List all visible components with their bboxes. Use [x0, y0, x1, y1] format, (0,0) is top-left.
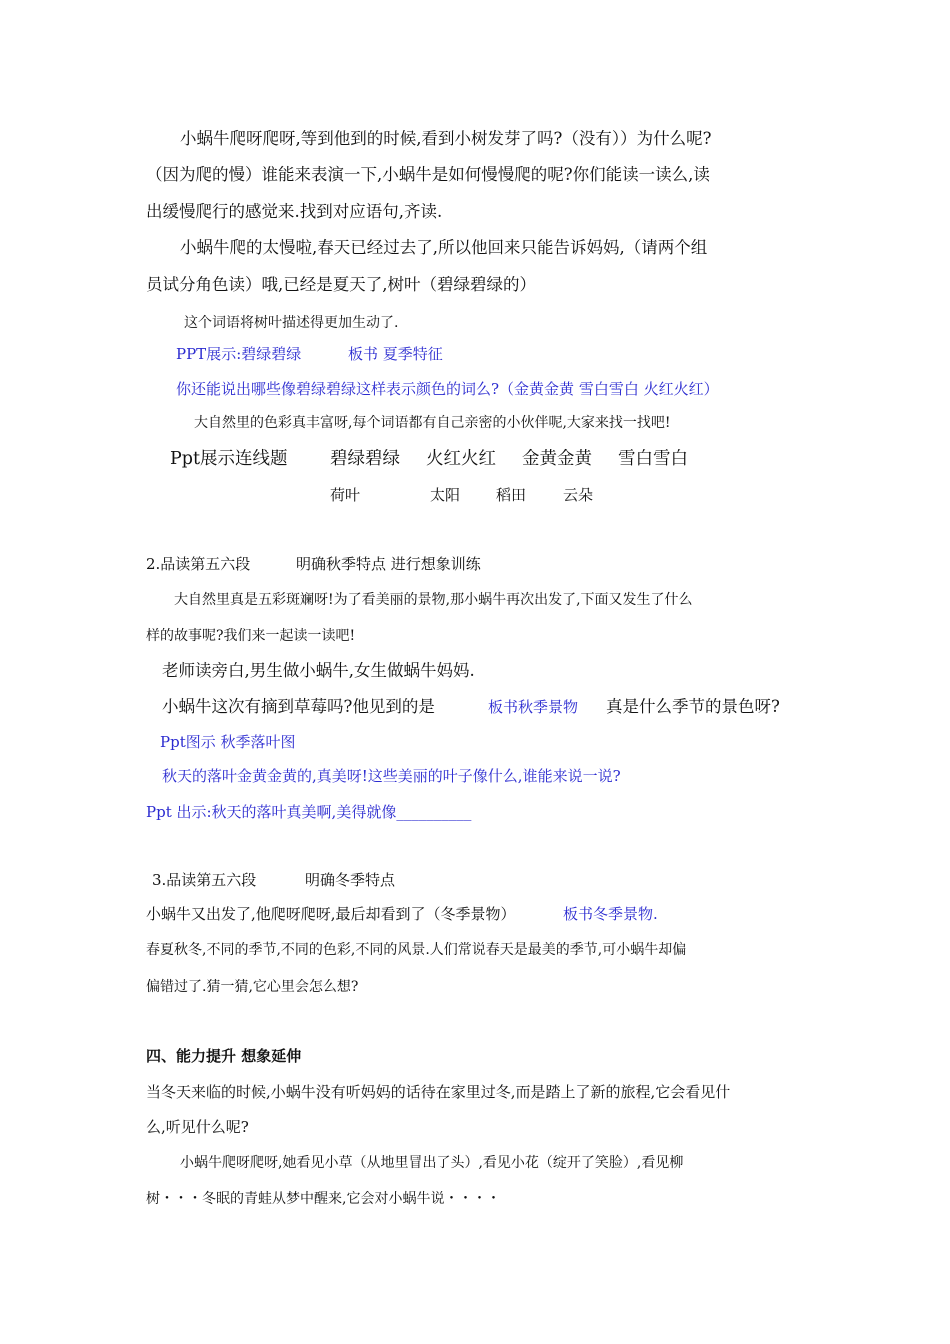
board-note: 板书秋季景物 — [488, 698, 579, 716]
color-words-question: 你还能说出哪些像碧绿碧绿这样表示颜色的词么?（金黄金黄 雪白雪白 火红火红） — [176, 380, 719, 398]
noun-word: 太阳 — [430, 486, 461, 504]
noun-word: 荷叶 — [330, 486, 361, 504]
paragraph-line: 员试分角色读）哦,已经是夏天了,树叶（碧绿碧绿的） — [146, 275, 536, 294]
question-part: 真是什么季节的景色呀? — [606, 697, 780, 716]
paragraph-line: 出缓慢爬行的感觉来.找到对应语句,齐读. — [146, 202, 443, 221]
ppt-picture-label: Ppt图示 秋季落叶图 — [160, 733, 296, 751]
question-part: 小蜗牛这次有摘到草莓吗?他见到的是 — [162, 697, 435, 716]
roles-line: 老师读旁白,男生做小蜗牛,女生做蜗牛妈妈. — [162, 661, 475, 680]
noun-word: 云朵 — [563, 486, 594, 504]
paragraph-line: 小蜗牛爬呀爬呀,她看见小草（从地里冒出了头）,看见小花（绽开了笑脸）,看见柳 — [180, 1155, 684, 1171]
nature-line: 大自然里的色彩真丰富呀,每个词语都有自己亲密的小伙伴呢,大家来找一找吧! — [194, 415, 671, 431]
paragraph-line: 大自然里真是五彩斑斓呀!为了看美丽的景物,那小蜗牛再次出发了,下面又发生了什么 — [174, 592, 693, 608]
note-line: 这个词语将树叶描述得更加生动了. — [184, 315, 399, 331]
paragraph-line: （因为爬的慢）谁能来表演一下,小蜗牛是如何慢慢爬的呢?你们能读一读么,读 — [146, 165, 710, 184]
board-note: 板书 夏季特征 — [348, 345, 443, 363]
color-word: 火红火红 — [426, 449, 496, 469]
board-note: 板书冬季景物. — [563, 905, 658, 923]
section-heading-number: 3.品读第五六段 — [152, 871, 257, 889]
section-heading-topic: 明确冬季特点 — [305, 871, 396, 889]
section-heading-number: 2.品读第五六段 — [146, 555, 251, 573]
paragraph-line: 树・・・冬眠的青蛙从梦中醒来,它会对小蜗牛说・・・・ — [146, 1191, 501, 1207]
paragraph-line: 当冬天来临的时候,小蜗牛没有听妈妈的话待在家里过冬,而是踏上了新的旅程,它会看见什 — [146, 1083, 731, 1101]
paragraph-line: 样的故事呢?我们来一起读一读吧! — [146, 628, 356, 644]
section-heading-topic: 明确秋季特点 进行想象训练 — [296, 555, 481, 573]
paragraph-line: 小蜗牛爬的太慢啦,春天已经过去了,所以他回来只能告诉妈妈,（请两个组 — [180, 238, 708, 257]
section-heading: 四、能力提升 想象延伸 — [146, 1047, 302, 1065]
color-word: 雪白雪白 — [618, 449, 688, 469]
match-label: Ppt展示连线题 — [170, 449, 288, 469]
noun-word: 稻田 — [496, 486, 527, 504]
paragraph-line: 么,听见什么呢? — [146, 1118, 249, 1136]
paragraph-line: 小蜗牛又出发了,他爬呀爬呀,最后却看到了（冬季景物） — [146, 905, 516, 923]
ppt-output-line: Ppt 出示:秋天的落叶真美啊,美得就像__________ — [146, 803, 472, 821]
color-word: 金黄金黄 — [522, 449, 592, 469]
color-word: 碧绿碧绿 — [330, 449, 400, 469]
paragraph-line: 小蜗牛爬呀爬呀,等到他到的时候,看到小树发芽了吗?（没有））为什么呢? — [180, 129, 712, 148]
paragraph-line: 春夏秋冬,不同的季节,不同的色彩,不同的风景.人们常说春天是最美的季节,可小蜗牛却偏 — [146, 942, 687, 958]
leaves-line: 秋天的落叶金黄金黄的,真美呀!这些美丽的叶子像什么,谁能来说一说? — [162, 767, 621, 785]
ppt-show-label: PPT展示:碧绿碧绿 — [176, 345, 302, 363]
paragraph-line: 偏错过了.猜一猜,它心里会怎么想? — [146, 979, 359, 995]
